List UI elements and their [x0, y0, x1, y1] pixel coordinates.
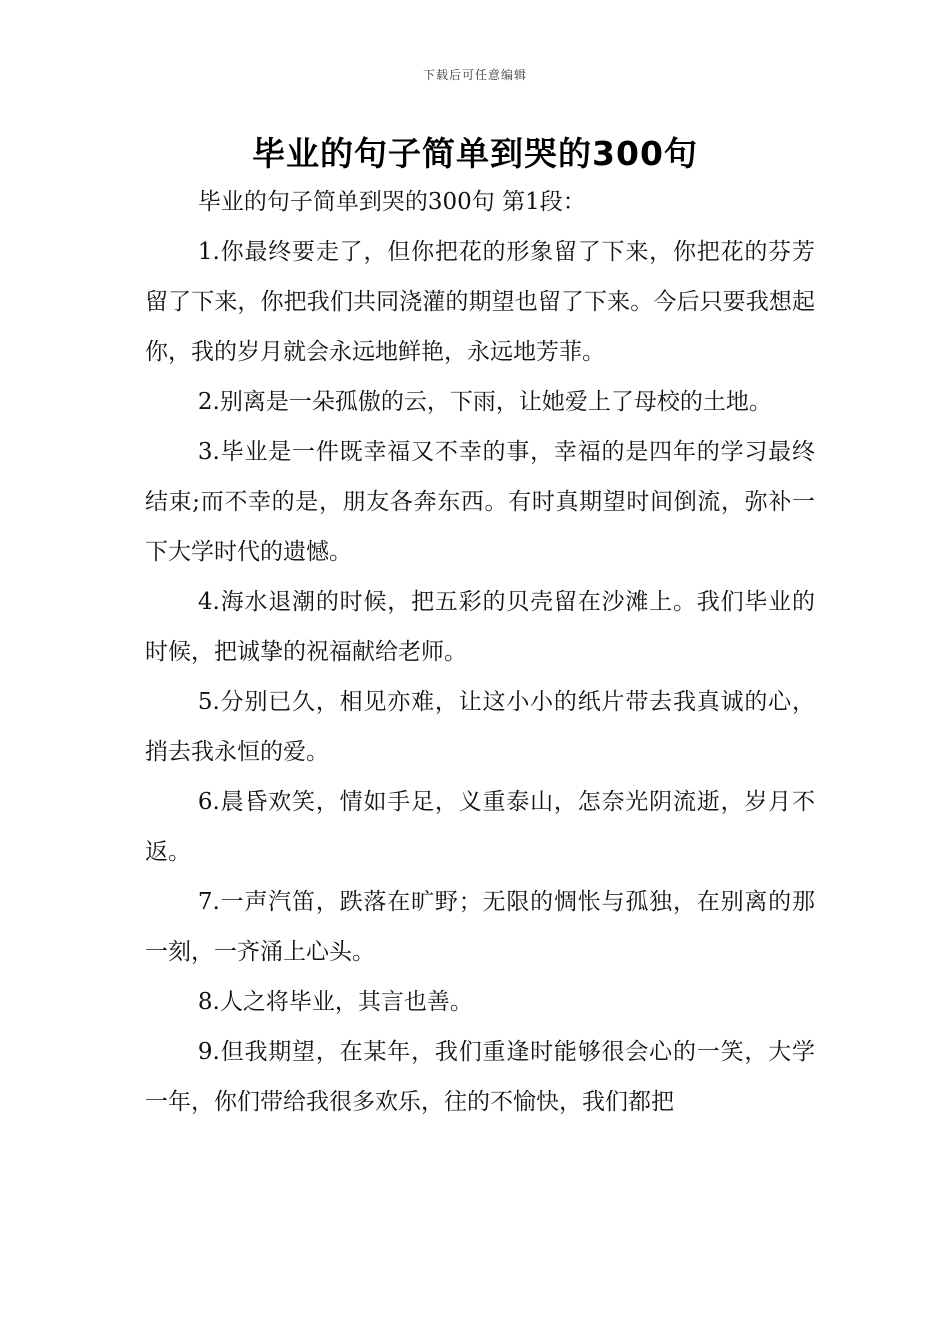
paragraph-1: 1.你最终要走了，但你把花的形象留了下来，你把花的芬芳留了下来，你把我们共同浇灌的期望也留了下来。今后只要我想起你，我的岁月就会永远地鲜艳，永远地芳菲。	[145, 239, 815, 365]
paragraph-8: 8.人之将毕业，其言也善。	[197, 989, 473, 1015]
document-title: 毕业的句子简单到哭的300句	[252, 134, 698, 173]
paragraph-9: 9.但我期望，在某年，我们重逢时能够很会心的一笑，大学一年，你们带给我很多欢乐，往的不愉快，我们都把	[145, 1039, 815, 1115]
paragraph-2: 2.别离是一朵孤傲的云，下雨，让她爱上了母校的土地。	[197, 389, 772, 415]
document-body	[145, 177, 815, 1127]
paragraph-6: 6.晨昏欢笑，情如手足，义重泰山，怎奈光阴流逝，岁月不返。	[145, 789, 815, 865]
header-note: 下载后可任意编辑	[422, 68, 527, 82]
paragraph-3: 3.毕业是一件既幸福又不幸的事，幸福的是四年的学习最终结束;而不幸的是，朋友各奔东西。有时真期望时间倒流，弥补一下大学时代的遗憾。	[145, 439, 815, 565]
paragraph-4: 4.海水退潮的时候，把五彩的贝壳留在沙滩上。我们毕业的时候，把诚挚的祝福献给老师。	[145, 589, 815, 665]
paragraph-7: 7.一声汽笛，跌落在旷野；无限的惆怅与孤独，在别离的那一刻，一齐涌上心头。	[145, 889, 815, 965]
section-heading: 毕业的句子简单到哭的300句 第1段：	[197, 189, 586, 215]
paragraph-5: 5.分别已久，相见亦难，让这小小的纸片带去我真诚的心，捎去我永恒的爱。	[145, 689, 815, 765]
